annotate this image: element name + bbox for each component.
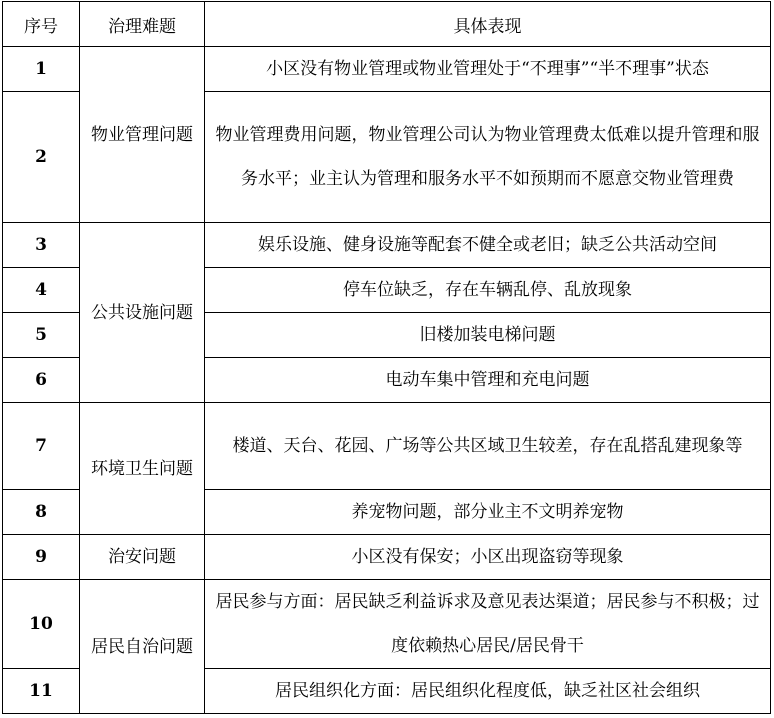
- table-row: [3, 47, 771, 92]
- row-index: 2: [3, 92, 80, 223]
- row-index: 8: [3, 490, 80, 535]
- row-index: 9: [3, 535, 80, 580]
- row-index: 5: [3, 313, 80, 358]
- header-problem: 治理难题: [80, 2, 205, 47]
- table-row: [3, 535, 771, 580]
- row-detail: 养宠物问题，部分业主不文明养宠物: [205, 490, 771, 535]
- category-autonomy: 居民自治问题: [80, 580, 205, 714]
- header-row: [3, 2, 771, 47]
- category-security: 治安问题: [80, 535, 205, 580]
- row-detail: 楼道、天台、花园、广场等公共区域卫生较差，存在乱搭乱建现象等: [205, 403, 771, 490]
- category-environment: 环境卫生问题: [80, 403, 205, 535]
- row-index: 10: [3, 580, 80, 669]
- table-row: [3, 580, 771, 669]
- row-detail: 小区没有物业管理或物业管理处于“不理事”“半不理事”状态: [205, 47, 771, 92]
- governance-problems-table: [2, 1, 771, 714]
- row-index: 3: [3, 223, 80, 268]
- row-detail: 居民组织化方面：居民组织化程度低，缺乏社区社会组织: [205, 669, 771, 714]
- row-detail: 电动车集中管理和充电问题: [205, 358, 771, 403]
- row-index: 1: [3, 47, 80, 92]
- table-row: [3, 403, 771, 490]
- header-index: 序号: [3, 2, 80, 47]
- category-property: 物业管理问题: [80, 47, 205, 223]
- row-index: 7: [3, 403, 80, 490]
- header-detail: 具体表现: [205, 2, 771, 47]
- row-detail: 旧楼加装电梯问题: [205, 313, 771, 358]
- row-detail: 居民参与方面：居民缺乏利益诉求及意见表达渠道；居民参与不积极；过度依赖热心居民/居民骨干: [205, 580, 771, 669]
- table-row: [3, 223, 771, 268]
- row-detail: 小区没有保安；小区出现盗窃等现象: [205, 535, 771, 580]
- row-detail: 物业管理费用问题，物业管理公司认为物业管理费太低难以提升管理和服务水平；业主认为管理和服务水平不如预期而不愿意交物业管理费: [205, 92, 771, 223]
- row-detail: 娱乐设施、健身设施等配套不健全或老旧；缺乏公共活动空间: [205, 223, 771, 268]
- row-index: 4: [3, 268, 80, 313]
- row-index: 11: [3, 669, 80, 714]
- category-facilities: 公共设施问题: [80, 223, 205, 403]
- row-index: 6: [3, 358, 80, 403]
- row-detail: 停车位缺乏，存在车辆乱停、乱放现象: [205, 268, 771, 313]
